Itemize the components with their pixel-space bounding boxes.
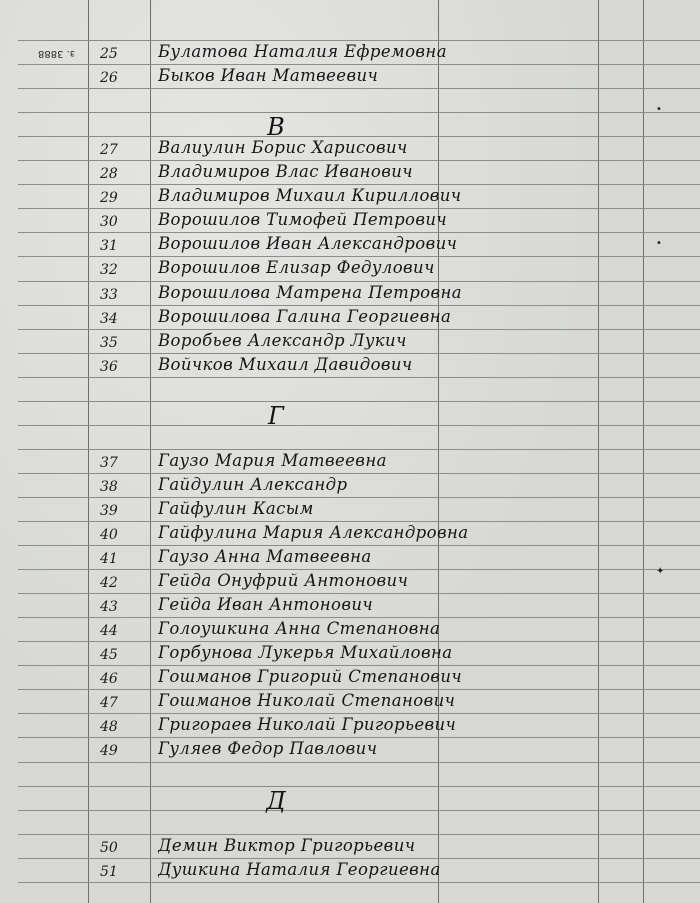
- entry-name: Ворошилов Иван Александрович: [158, 235, 458, 253]
- entry-name: Валиулин Борис Харисович: [158, 139, 408, 157]
- row-rule: [18, 160, 700, 161]
- entry-number: 32: [100, 262, 118, 278]
- entry-number: 44: [100, 623, 118, 639]
- entry-number: 39: [100, 503, 118, 519]
- row-rule: [18, 810, 700, 811]
- entry-name: Ворошилов Елизар Федулович: [158, 259, 435, 277]
- row-rule: [18, 569, 700, 570]
- entry-name: Демин Виктор Григорьевич: [158, 837, 416, 855]
- section-letter: Д: [266, 787, 286, 815]
- entry-name: Душкина Наталия Георгиевна: [158, 861, 441, 879]
- row-rule: [18, 184, 700, 185]
- row-rule: [18, 665, 700, 666]
- row-rule: [18, 329, 700, 330]
- entry-number: 42: [100, 575, 118, 591]
- row-rule: [18, 40, 700, 41]
- entry-number: 47: [100, 695, 118, 711]
- entry-name: Владимиров Влас Иванович: [158, 163, 413, 181]
- entry-name: Ворошилова Галина Георгиевна: [158, 308, 452, 326]
- entry-name: Горбунова Лукерья Михайловна: [158, 644, 453, 662]
- row-rule: [18, 521, 700, 522]
- row-rule: [18, 617, 700, 618]
- row-rule: [18, 834, 700, 835]
- row-rule: [18, 377, 700, 378]
- entry-number: 25: [100, 46, 118, 62]
- entry-number: 36: [100, 359, 118, 375]
- entry-number: 28: [100, 166, 118, 182]
- entry-name: Ворошилов Тимофей Петрович: [158, 211, 448, 229]
- row-rule: [18, 497, 700, 498]
- margin-mark: ✦: [656, 566, 665, 577]
- row-rule: [18, 136, 700, 137]
- section-letter: Г: [268, 402, 284, 430]
- row-rule: [18, 208, 700, 209]
- row-rule: [18, 786, 700, 787]
- entry-name: Гайфулина Мария Александровна: [158, 524, 469, 542]
- entry-number: 46: [100, 671, 118, 687]
- row-rule: [18, 713, 700, 714]
- entry-name: Гайфулин Касым: [158, 500, 314, 518]
- row-rule: [18, 88, 700, 89]
- entry-number: 27: [100, 142, 118, 158]
- entry-name: Ворошилова Матрена Петровна: [158, 284, 462, 302]
- entry-name: Гошманов Григорий Степанович: [158, 668, 463, 686]
- entry-name: Гейда Иван Антонович: [158, 596, 374, 614]
- entry-name: Голоушкина Анна Степановна: [158, 620, 441, 638]
- entry-number: 29: [100, 190, 118, 206]
- row-rule: [18, 281, 700, 282]
- entry-number: 38: [100, 479, 118, 495]
- entry-name: Гайдулин Александр: [158, 476, 348, 494]
- section-letter: В: [267, 113, 285, 141]
- entry-number: 35: [100, 335, 118, 351]
- row-rule: [18, 305, 700, 306]
- entry-number: 43: [100, 599, 118, 615]
- row-rule: [18, 593, 700, 594]
- entry-number: 49: [100, 743, 118, 759]
- row-rule: [18, 425, 700, 426]
- row-rule: [18, 762, 700, 763]
- row-rule: [18, 737, 700, 738]
- margin-mark: •: [656, 104, 662, 115]
- entry-number: 37: [100, 455, 118, 471]
- margin-mark: •: [656, 238, 662, 249]
- entry-name: Григораев Николай Григорьевич: [158, 716, 457, 734]
- row-rule: [18, 858, 700, 859]
- entry-name: Булатова Наталия Ефремовна: [158, 43, 447, 61]
- entry-number: 31: [100, 238, 118, 254]
- entry-name: Гейда Онуфрий Антонович: [158, 572, 409, 590]
- row-rule: [18, 232, 700, 233]
- row-rule: [18, 401, 700, 402]
- entry-number: 51: [100, 864, 118, 880]
- entry-name: Гошманов Николай Степанович: [158, 692, 456, 710]
- entry-number: 26: [100, 70, 118, 86]
- row-rule: [18, 473, 700, 474]
- entry-number: 41: [100, 551, 118, 567]
- entry-name: Войчков Михаил Давидович: [158, 356, 413, 374]
- row-rule: [18, 882, 700, 883]
- entry-name: Воробьев Александр Лукич: [158, 332, 407, 350]
- entry-number: 34: [100, 311, 118, 327]
- entry-number: 33: [100, 287, 118, 303]
- entry-name: Быков Иван Матвеевич: [158, 67, 379, 85]
- entry-number: 30: [100, 214, 118, 230]
- row-rule: [18, 545, 700, 546]
- row-rule: [18, 689, 700, 690]
- entry-name: Гаузо Анна Матвеевна: [158, 548, 372, 566]
- entry-number: 45: [100, 647, 118, 663]
- row-rule: [18, 641, 700, 642]
- archive-stamp: з. 3888: [38, 48, 76, 59]
- entry-name: Владимиров Михаил Кириллович: [158, 187, 462, 205]
- entry-number: 50: [100, 840, 118, 856]
- entry-name: Гуляев Федор Павлович: [158, 740, 378, 758]
- row-rule: [18, 256, 700, 257]
- row-rule: [18, 112, 700, 113]
- entry-name: Гаузо Мария Матвеевна: [158, 452, 387, 470]
- row-rule: [18, 64, 700, 65]
- entry-number: 48: [100, 719, 118, 735]
- row-rule: [18, 353, 700, 354]
- entry-number: 40: [100, 527, 118, 543]
- row-rule: [18, 449, 700, 450]
